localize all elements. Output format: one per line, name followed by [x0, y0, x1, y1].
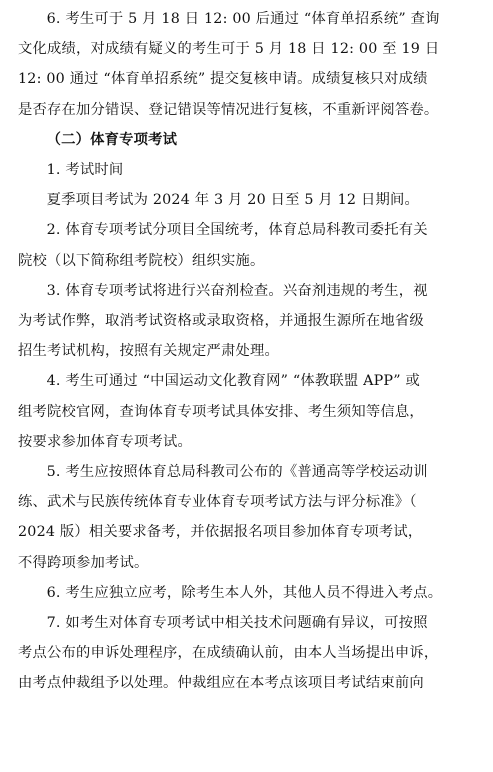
section-heading: （二）体育专项考试	[46, 131, 178, 148]
text-line: 招生考试机构，按照有关规定严肃处理。	[18, 343, 279, 360]
paragraph-p4	[18, 366, 481, 457]
text-line: 12: 00 通过 “体育单招系统” 提交复核申请。成绩复核只对成绩	[18, 71, 428, 88]
paragraph-p1	[18, 155, 481, 185]
text-line: 由考点仲裁组予以处理。仲裁组应在本考点该项目考试结束前向	[18, 675, 424, 692]
text-line: 3. 体育专项考试将进行兴奋剂检查。兴奋剂违规的考生，视	[46, 282, 428, 299]
text-line: 为考试作弊，取消考试资格或录取资格，并通报生源所在地省级	[18, 313, 424, 330]
text-line: 院校（以下简称组考院校）组织实施。	[18, 252, 265, 269]
text-line: 是否存在加分错误、登记错误等情况进行复核，不重新评阅答卷。	[18, 101, 439, 118]
text-line: 6. 考生应独立应考，除考生本人外，其他人员不得进入考点。	[46, 584, 443, 601]
paragraph-p2	[18, 215, 481, 275]
text-line: 1. 考试时间	[46, 162, 124, 179]
text-line: 2. 体育专项考试分项目全国统考，体育总局科教司委托有关	[46, 222, 428, 239]
paragraph-p3	[18, 276, 481, 367]
text-line: 夏季项目考试为 2024 年 3 月 20 日至 5 月 12 日期间。	[46, 192, 419, 209]
text-line: 7. 如考生对体育专项考试中相关技术问题确有异议，可按照	[46, 615, 428, 632]
paragraph-p7	[18, 608, 481, 699]
text-line: 文化成绩，对成绩有疑义的考生可于 5 月 18 日 12: 00 至 19 日	[18, 41, 440, 58]
paragraph-p6a	[18, 4, 481, 125]
text-line: 6. 考生可于 5 月 18 日 12: 00 后通过 “体育单招系统” 查询	[46, 11, 440, 27]
paragraph-p5	[18, 457, 481, 578]
paragraph-p6	[18, 578, 481, 608]
text-line: 考点公布的申诉处理程序，在成绩确认前，由本人当场提出申诉，	[18, 645, 439, 662]
paragraph-p1b	[18, 185, 481, 215]
text-line: 2024 版）相关要求备考，并依据报名项目参加体育专项考试，	[18, 524, 423, 541]
text-line: 不得跨项参加考试。	[18, 554, 149, 571]
text-line: 组考院校官网，查询体育专项考试具体安排、考生须知等信息，	[18, 403, 424, 420]
text-line: 练、武术与民族传统体育专业体育专项考试方法与评分标准》（	[18, 494, 417, 511]
text-line: 按要求参加体育专项考试。	[18, 433, 192, 450]
text-line: 5. 考生应按照体育总局科教司公布的《普通高等学校运动训	[46, 464, 428, 481]
text-line: 4. 考生可通过 “中国运动文化教育网” “体教联盟 APP” 或	[46, 373, 420, 390]
